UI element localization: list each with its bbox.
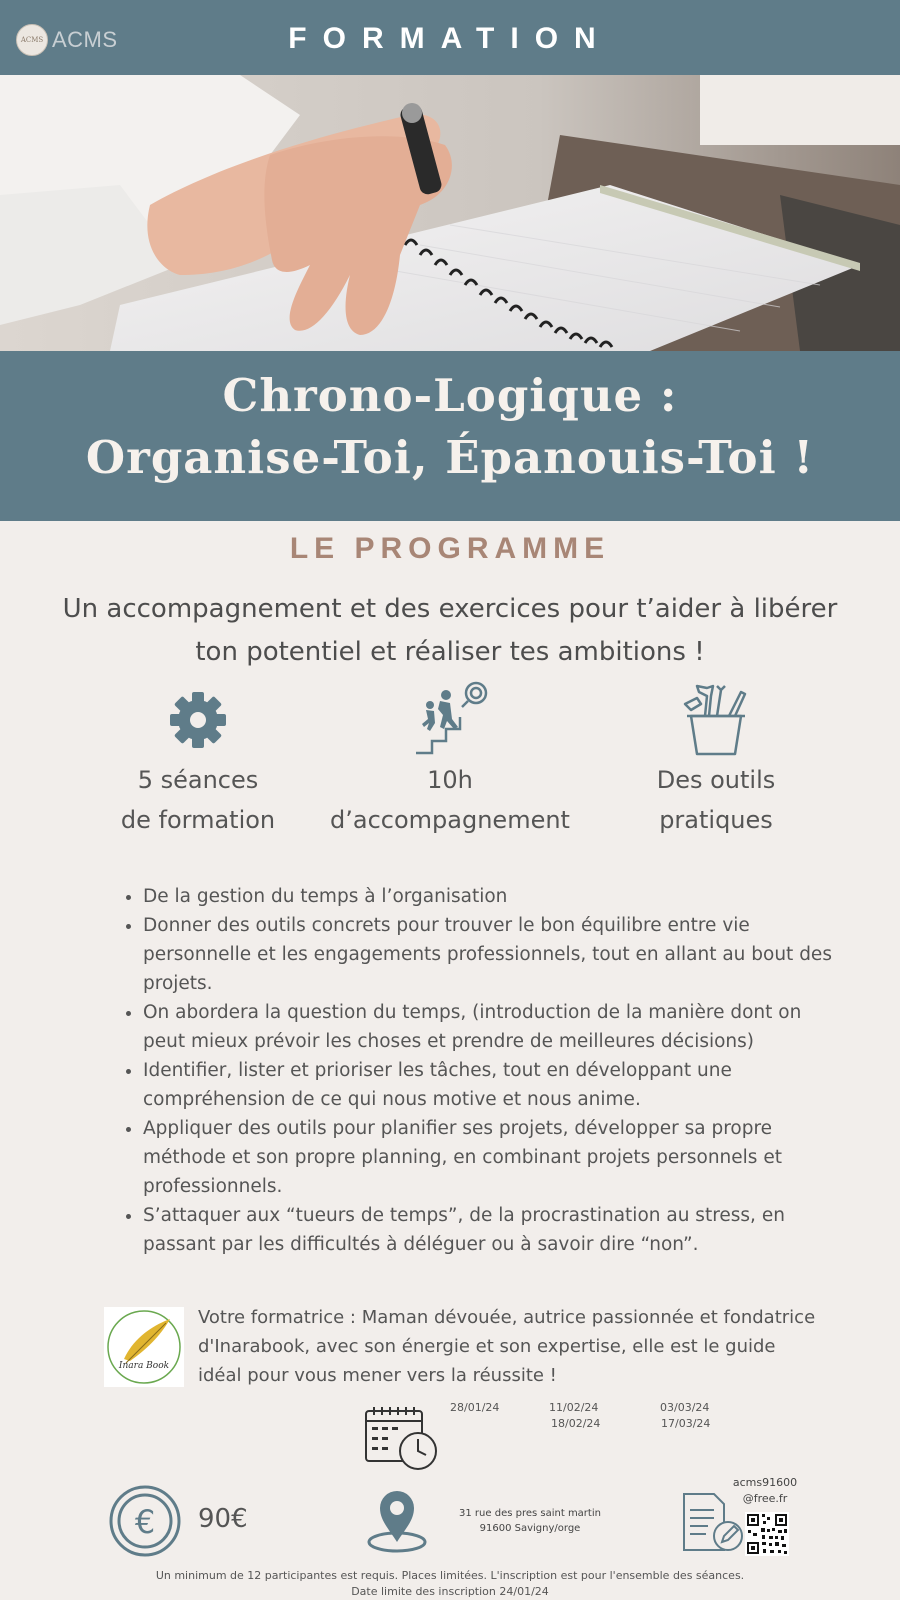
list-item: • Appliquer des outils pour planifier ses projets, développer sa propre méthode et son propre planning, en combinant projets personnels et professionnels. — [143, 1114, 843, 1201]
email-line-1: acms91600 — [732, 1476, 798, 1489]
session-date: 28/01/24 — [450, 1401, 500, 1414]
acms-logo-text: ACMS — [52, 27, 118, 52]
gear-icon — [98, 680, 298, 760]
title-line-1: Chrono-Logique : — [222, 369, 678, 422]
euro-coin-icon — [108, 1484, 182, 1562]
location-pin-icon — [364, 1488, 430, 1558]
title-line-2: Organise-Toi, Épanouis-Toi ! — [85, 431, 815, 484]
session-date: 11/02/24 — [549, 1401, 599, 1414]
footer-note — [0, 1568, 900, 1600]
header-bar — [0, 0, 900, 75]
inarabook-logo — [104, 1307, 184, 1387]
list-item: • S’attaquer aux “tueurs de temps”, de la procrastination au stress, en passant par les difficultés à déléguer ou à savoir dire “non”. — [143, 1201, 843, 1259]
address-line-1: 31 rue des pres saint martin — [459, 1508, 601, 1519]
session-date: 17/03/24 — [661, 1417, 711, 1430]
title-band — [0, 351, 900, 521]
price: 90€ — [198, 1504, 248, 1534]
feature-hours — [300, 680, 600, 840]
footer-line-1: Un minimum de 12 participantes est requis. Places limitées. L'inscription est pour l'ensemble des séances. — [155, 1569, 745, 1582]
feature-tools — [616, 680, 816, 840]
address — [440, 1506, 620, 1536]
inarabook-logo-text: Inara Book — [118, 1361, 170, 1371]
trainer-description: Votre formatrice : Maman dévouée, autrice passionnée et fondatrice d'Inarabook, avec son énergie et son expertise, elle est le guide idéal pour vous mener vers la réussite ! — [198, 1307, 816, 1386]
contact-email — [720, 1475, 810, 1507]
feature-label: 10h d’accompagnement — [330, 766, 570, 834]
feature-label: Des outils pratiques — [656, 766, 776, 834]
list-item: • Identifier, lister et prioriser les tâches, tout en développant une compréhension de ce qui nous motive et nous anime. — [143, 1056, 843, 1114]
programme-list — [118, 882, 843, 1259]
feature-sessions — [98, 680, 298, 840]
footer-line-2: Date limite des inscription 24/01/24 — [351, 1585, 549, 1598]
list-item: • Donner des outils concrets pour trouver le bon équilibre entre vie personnelle et les engagements professionnels, tout en allant au bout des projets. — [143, 911, 843, 998]
svg-text:€: € — [134, 1503, 156, 1541]
session-date: 18/02/24 — [551, 1417, 601, 1430]
qr-code-icon[interactable] — [745, 1512, 789, 1560]
hero-photo — [0, 75, 900, 351]
banner-title: FORMATION — [288, 22, 612, 55]
session-date: 03/03/24 — [660, 1401, 710, 1414]
tools-icon — [616, 680, 816, 760]
programme-heading: LE PROGRAMME — [289, 532, 611, 565]
stairs-target-icon — [300, 680, 600, 760]
feature-label: 5 séances de formation — [120, 766, 276, 834]
list-item: • De la gestion du temps à l’organisation — [143, 882, 843, 911]
calendar-clock-icon — [364, 1405, 442, 1477]
acms-logo-mark: ACMS — [16, 24, 48, 56]
list-item: • On abordera la question du temps, (introduction de la manière dont on peut mieux prévoir les choses et prendre de meilleures décisions) — [143, 998, 843, 1056]
intro-text: Un accompagnement et des exercices pour t’aider à libérer ton potentiel et réaliser tes ambitions ! — [62, 594, 838, 667]
address-line-2: 91600 Savigny/orge — [479, 1523, 581, 1534]
email-line-2: @free.fr — [742, 1492, 788, 1505]
